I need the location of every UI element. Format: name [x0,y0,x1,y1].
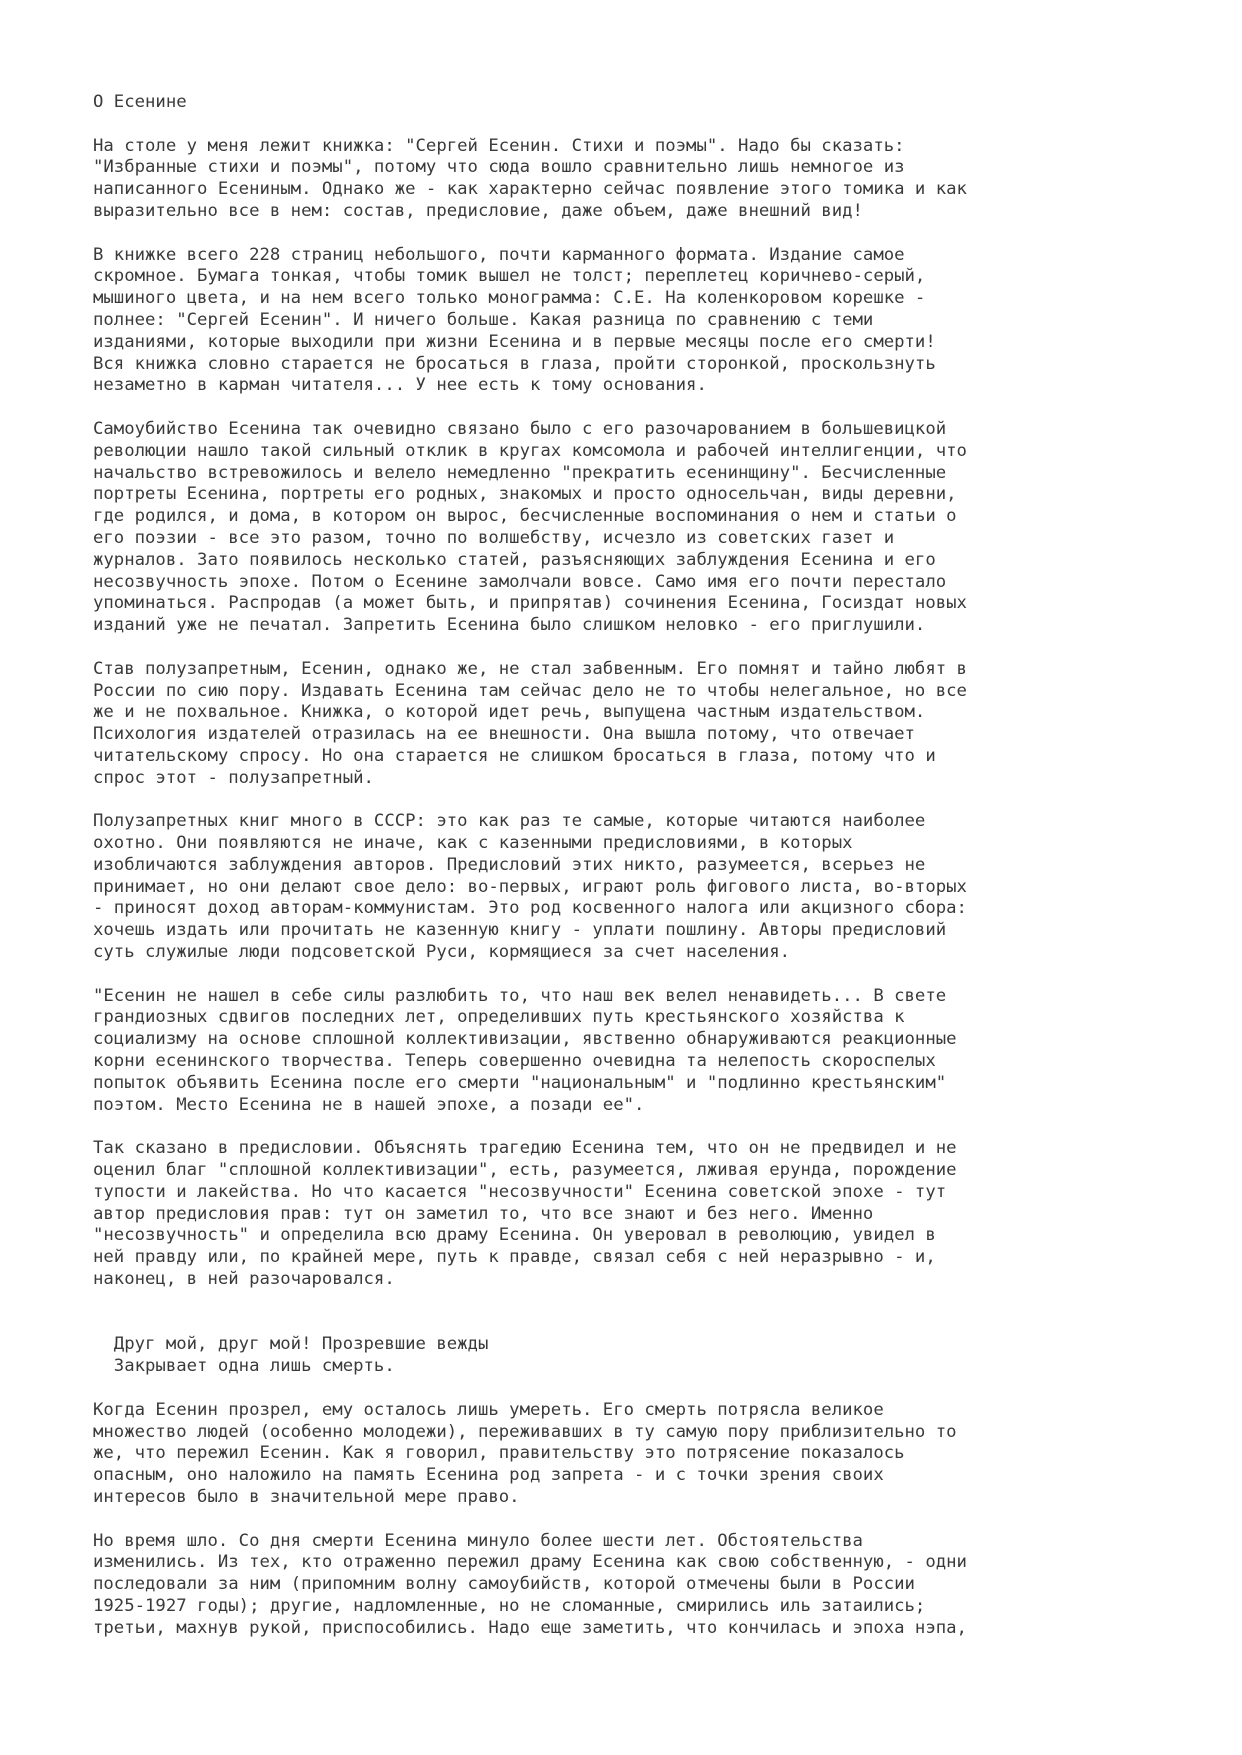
text-line: революции нашло такой сильный отклик в кругах комсомола и рабочей интеллигенции, что [93,440,967,461]
text-line: Так сказано в предисловии. Объяснять трагедию Есенина тем, что он не предвидел и не [93,1138,957,1159]
text-line: "Избранные стихи и поэмы", потому что сюда вошло сравнительно лишь немногое из [93,157,905,178]
paragraph-9 [93,1531,1213,1640]
text-line: Но время шло. Со дня смерти Есенина минуло более шести лет. Обстоятельства [93,1530,863,1551]
text-line: полнее: "Сергей Есенин". И ничего больше. Какая разница по сравнению с теми [93,309,874,330]
paragraph-2 [93,245,1213,398]
text-line: изобличаются заблуждения авторов. Предисловий этих никто, разумеется, всерьез не [93,854,926,875]
text-line: наконец, в ней разочаровался. [93,1269,395,1290]
text-line: корни есенинского творчества. Теперь совершенно очевидна та нелепость скороспелых [93,1051,936,1072]
text-line: портреты Есенина, портреты его родных, знакомых и просто односельчан, виды деревни, [93,484,957,505]
text-line: же, что пережил Есенин. Как я говорил, правительству это потрясение показалось [93,1443,905,1464]
text-line: "Есенин не нашел в себе силы разлюбить то, что наш век велел ненавидеть... В свете [93,985,947,1006]
text-line: последовали за ним (припомним волну самоубийств, которой отмечены были в России [93,1574,915,1595]
text-line: где родился, и дома, в котором он вырос, бесчисленные воспоминания о нем и статьи о [93,506,957,527]
text-line: третьи, махнув рукой, приспособились. Надо еще заметить, что кончилась и эпоха нэпа, [93,1617,967,1638]
text-line: ней правду или, по крайней мере, путь к правде, связал себя с ней неразрывно - и, [93,1247,936,1268]
paragraph-7 [93,1138,1213,1291]
text-line: изменились. Из тех, кто отраженно пережил драму Есенина как свою собственную, - одни [93,1552,967,1573]
text-line: Самоубийство Есенина так очевидно связано было с его разочарованием в большевицкой [93,418,947,439]
paragraph-1 [93,136,1213,223]
text-line: упоминаться. Распродав (а может быть, и припрятав) сочинения Есенина, Госиздат новых [93,593,967,614]
text-line: интересов было в значительной мере право. [93,1487,520,1507]
text-line: - приносят доход авторам-коммунистам. Это род косвенного налога или акцизного сбора: [93,898,967,919]
text-line: спрос этот - полузапретный. [93,767,374,788]
text-line: автор предисловия прав: тут он заметил то, что все знают и без него. Именно [93,1203,874,1224]
text-line: суть служилые люди подсоветской Руси, кормящиеся за счет населения. [93,942,791,963]
text-line: скромное. Бумага тонкая, чтобы томик вышел не толст; переплетец коричнево-серый, [93,266,926,287]
paragraph-5 [93,811,1213,964]
text-line: Став полузапретным, Есенин, однако же, не стал забвенным. Его помнят и тайно любят в [93,658,967,679]
text-line: изданий уже не печатал. Запретить Есенина было слишком неловко - его приглушили. [93,615,926,636]
text-line: тупости и лакейства. Но что касается "несозвучности" Есенина советской эпохе - тут [93,1181,947,1202]
text-line: попыток объявить Есенина после его смерти "национальным" и "подлинно крестьянским" [93,1072,947,1093]
text-line: поэтом. Место Есенина не в нашей эпохе, а позади ее". [93,1094,645,1115]
text-line: же и не похвальное. Книжка, о которой идет речь, выпущена частным издательством. [93,702,926,723]
text-line: мышиного цвета, и на нем всего только монограмма: С.Е. На коленкоровом корешке - [93,288,926,309]
text-line: Когда Есенин прозрел, ему осталось лишь умереть. Его смерть потрясла великое [93,1399,884,1420]
text-line: несозвучность эпохе. Потом о Есенине замолчали вовсе. Само имя его почти перестало [93,571,947,592]
text-line: изданиями, которые выходили при жизни Есенина и в первые месяцы после его смерти! [93,331,936,352]
text-line: На столе у меня лежит книжка: "Сергей Есенин. Стихи и поэмы". Надо бы сказать: [93,135,905,156]
text-line: Полузапретных книг много в СССР: это как раз те самые, которые читаются наиболее [93,811,926,832]
text-line: охотно. Они появляются не иначе, как с казенными предисловиями, в которых [93,833,853,854]
verse-quote [93,1334,1213,1378]
text-line: журналов. Зато появилось несколько статей, разъясняющих заблуждения Есенина и его [93,549,936,570]
text-line: опасным, оно наложило на память Есенина род запрета - и с точки зрения своих [93,1465,884,1486]
document-title: О Есенине [93,92,187,112]
text-line: оценил благ "сплошной коллективизации", есть, разумеется, лживая ерунда, порождение [93,1160,957,1181]
text-line: написанного Есениным. Однако же - как характерно сейчас появление этого томика и как [93,179,967,200]
text-line: незаметно в карман читателя... У нее есть к тому основания. [93,375,707,396]
text-line: России по сию пору. Издавать Есенина там сейчас дело не то чтобы нелегальное, но все [93,680,967,701]
text-line: его поэзии - все это разом, точно по волшебству, исчезло из советских газет и [93,527,895,548]
text-line: Вся книжка словно старается не бросаться в глаза, пройти сторонкой, проскользнуть [93,353,936,374]
text-line: В книжке всего 228 страниц небольшого, почти карманного формата. Издание самое [93,244,905,265]
paragraph-6-quote [93,986,1213,1117]
verse-line: Друг мой, друг мой! Прозревшие вежды [93,1334,489,1355]
text-line: начальство встревожилось и велело немедленно "прекратить есенинщину". Бесчисленные [93,462,947,483]
text-line: социализму на основе сплошной коллективизации, явственно обнаруживаются реакционные [93,1029,957,1050]
text-line: "несозвучность" и определила всю драму Есенина. Он уверовал в революцию, увидел в [93,1225,936,1246]
text-line: выразительно все в нем: состав, предисловие, даже объем, даже внешний вид! [93,200,863,221]
paragraph-8 [93,1400,1213,1509]
text-line: хочешь издать или прочитать не казенную книгу - уплати пошлину. Авторы предисловий [93,920,947,941]
verse-line: Закрывает одна лишь смерть. [93,1356,395,1377]
document-page [93,92,1213,1640]
text-line: Психология издателей отразилась на ее внешности. Она вышла потому, что отвечает [93,724,915,745]
text-line: читательскому спросу. Но она старается не слишком бросаться в глаза, потому что и [93,745,936,766]
paragraph-4 [93,659,1213,790]
paragraph-3 [93,419,1213,637]
text-line: принимает, но они делают свое дело: во-первых, играют роль фигового листа, во-вторых [93,876,967,897]
text-line: грандиозных сдвигов последних лет, определивших путь крестьянского хозяйства к [93,1007,905,1028]
text-line: 1925-1927 годы); другие, надломленные, но не сломанные, смирились иль затаились; [93,1595,926,1616]
text-line: множество людей (особенно молодежи), переживавших в ту самую пору приблизительно то [93,1421,957,1442]
